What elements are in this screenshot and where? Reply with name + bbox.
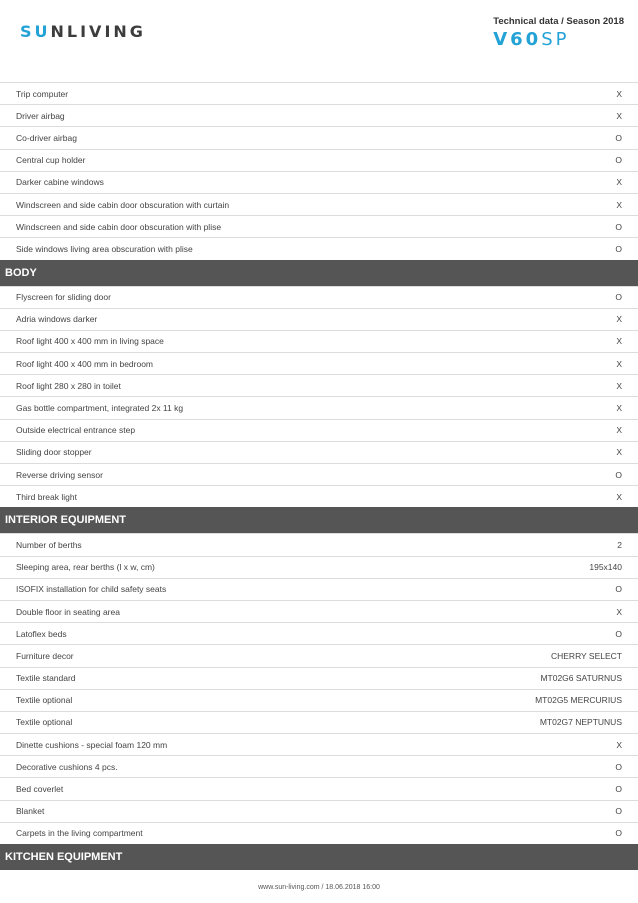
table-row	[0, 622, 638, 644]
row-label: Textile standard	[16, 673, 76, 684]
row-value: X	[616, 491, 622, 502]
table-row	[0, 330, 638, 352]
table-row	[0, 600, 638, 622]
brand-logo	[20, 16, 146, 46]
row-value: X	[616, 199, 622, 210]
brand-prefix: SU	[20, 21, 51, 41]
row-value: X	[616, 425, 622, 436]
row-value: X	[616, 88, 622, 99]
row-label: Roof light 400 x 400 mm in living space	[16, 336, 164, 347]
row-value: 195x140	[589, 562, 622, 573]
brand-name: NLIVING	[50, 21, 146, 41]
row-value: O	[615, 243, 622, 254]
document-title: Technical data / Season 2018	[493, 16, 624, 27]
row-value: X	[616, 447, 622, 458]
row-value: O	[615, 132, 622, 143]
table-row	[0, 667, 638, 689]
page-footer: www.sun-living.com / 18.06.2018 16:00	[258, 884, 380, 891]
model-light: SP	[541, 29, 570, 50]
row-value: X	[616, 403, 622, 414]
row-label: Roof light 400 x 400 mm in bedroom	[16, 358, 154, 369]
row-value: O	[615, 761, 622, 772]
table-row	[0, 215, 638, 237]
row-value: MT02G6 SATURNUS	[540, 673, 622, 684]
table-row	[0, 556, 638, 578]
spec-group-top	[0, 82, 638, 260]
row-value: CHERRY SELECT	[550, 650, 622, 661]
table-row	[0, 419, 638, 441]
row-label: Textile optional	[16, 717, 73, 728]
row-value: X	[616, 177, 622, 188]
spec-group-interior	[0, 533, 638, 844]
row-value: O	[615, 584, 622, 595]
row-label: Windscreen and side cabin door obscuration with plise	[16, 221, 222, 232]
row-label: Side windows living area obscuration with plise	[16, 243, 193, 254]
table-row	[0, 286, 638, 308]
row-label: Gas bottle compartment, integrated 2x 11 kg	[16, 403, 184, 414]
row-label: Darker cabine windows	[16, 177, 104, 188]
row-label: Reverse driving sensor	[16, 469, 103, 480]
table-row	[0, 104, 638, 126]
row-label: Sleeping area, rear berths (l x w, cm)	[16, 562, 155, 573]
row-value: X	[616, 380, 622, 391]
row-value: O	[615, 784, 622, 795]
row-value: X	[616, 358, 622, 369]
section-header-interior: INTERIOR EQUIPMENT	[0, 507, 638, 533]
row-value: O	[615, 292, 622, 303]
row-value: X	[616, 314, 622, 325]
row-label: Sliding door stopper	[16, 447, 92, 458]
row-label: Driver airbag	[16, 110, 65, 121]
table-row	[0, 800, 638, 822]
table-row	[0, 396, 638, 418]
section-header-kitchen: KITCHEN EQUIPMENT	[0, 844, 638, 870]
table-row	[0, 822, 638, 844]
table-row	[0, 644, 638, 666]
spec-group-body	[0, 286, 638, 508]
table-row	[0, 352, 638, 374]
table-row	[0, 533, 638, 555]
row-value: X	[616, 110, 622, 121]
row-label: Windscreen and side cabin door obscuration with curtain	[16, 199, 230, 210]
table-row	[0, 82, 638, 104]
table-row	[0, 755, 638, 777]
row-label: Trip computer	[16, 88, 69, 99]
table-row	[0, 689, 638, 711]
row-label: Roof light 280 x 280 in toilet	[16, 380, 121, 391]
spec-table	[0, 82, 638, 870]
table-row	[0, 777, 638, 799]
model-name	[493, 29, 624, 50]
row-label: Co-driver airbag	[16, 132, 77, 143]
table-row	[0, 171, 638, 193]
row-label: Central cup holder	[16, 155, 86, 166]
row-label: Latoflex beds	[16, 628, 67, 639]
table-row	[0, 308, 638, 330]
row-value: MT02G7 NEPTUNUS	[539, 717, 622, 728]
row-value: X	[616, 606, 622, 617]
table-row	[0, 237, 638, 259]
row-value: O	[615, 806, 622, 817]
row-value: O	[615, 628, 622, 639]
table-row	[0, 374, 638, 396]
row-value: X	[616, 336, 622, 347]
row-value: O	[615, 469, 622, 480]
row-label: Decorative cushions 4 pcs.	[16, 761, 118, 772]
table-row	[0, 733, 638, 755]
row-label: Blanket	[16, 806, 45, 817]
document-info	[493, 16, 624, 50]
row-label: Furniture decor	[16, 650, 74, 661]
row-value: 2	[617, 539, 622, 550]
table-row	[0, 578, 638, 600]
row-label: Third break light	[16, 491, 77, 502]
row-value: O	[615, 155, 622, 166]
row-label: Bed coverlet	[16, 784, 64, 795]
row-label: Textile optional	[16, 695, 73, 706]
table-row	[0, 193, 638, 215]
table-row	[0, 485, 638, 507]
page-header	[0, 0, 638, 80]
row-value: X	[616, 739, 622, 750]
row-label: Outside electrical entrance step	[16, 425, 136, 436]
row-value: MT02G5 MERCURIUS	[535, 695, 622, 706]
table-row	[0, 711, 638, 733]
table-row	[0, 149, 638, 171]
table-row	[0, 463, 638, 485]
row-label: Carpets in the living compartment	[16, 828, 143, 839]
row-label: Dinette cushions - special foam 120 mm	[16, 739, 168, 750]
model-bold: V60	[493, 29, 542, 50]
row-label: Adria windows darker	[16, 314, 98, 325]
row-label: Flyscreen for sliding door	[16, 292, 111, 303]
section-header-body: BODY	[0, 260, 638, 286]
row-label: ISOFIX installation for child safety seats	[16, 584, 167, 595]
table-row	[0, 126, 638, 148]
table-row	[0, 441, 638, 463]
row-value: O	[615, 221, 622, 232]
row-label: Number of berths	[16, 539, 82, 550]
row-label: Double floor in seating area	[16, 606, 120, 617]
row-value: O	[615, 828, 622, 839]
